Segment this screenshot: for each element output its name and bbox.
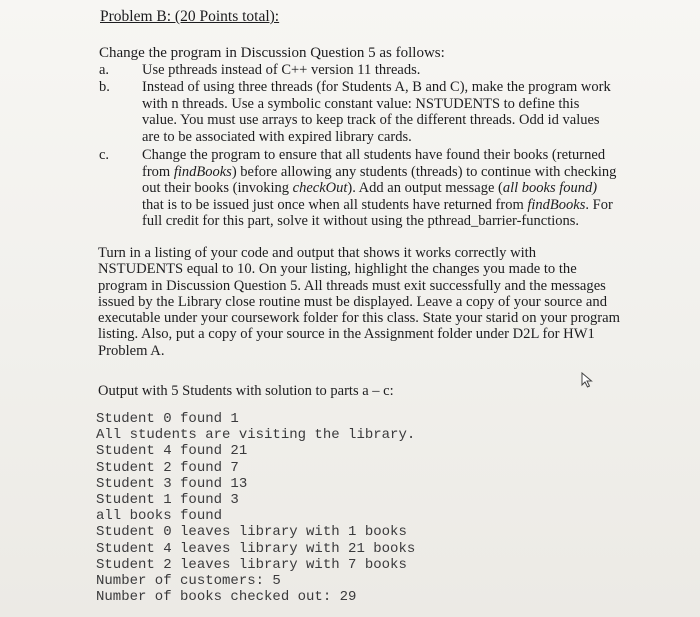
paragraph-line: program in Discussion Question 5. All threads must exit successfully and the messages	[98, 277, 606, 294]
output-line: Student 4 leaves library with 21 books	[96, 540, 416, 557]
function-name: findBooks	[173, 163, 232, 180]
item-line: value. You must use arrays to keep track of the different threads. Odd id values	[142, 112, 600, 129]
output-line: Student 4 found 21	[96, 443, 248, 460]
output-line: Student 2 found 7	[96, 459, 239, 476]
item-line: are to be associated with expired library cards.	[142, 128, 412, 145]
output-line: Student 2 leaves library with 7 books	[96, 556, 407, 573]
mouse-pointer-icon	[581, 372, 593, 388]
text-run: ) before allowing any students (threads) to continue with checking	[231, 163, 617, 180]
text-run: . For	[585, 196, 613, 213]
paragraph-line: executable under your coursework folder for this class. State your starid on your program	[98, 310, 620, 327]
message-text: all books found)	[502, 180, 598, 197]
text-run: ). Add an output message (	[347, 180, 503, 197]
program-output	[96, 411, 415, 605]
item-line	[142, 180, 632, 197]
submission-paragraph	[98, 245, 628, 359]
function-name: checkOut	[292, 180, 348, 197]
output-line: All students are visiting the library.	[96, 427, 416, 444]
paragraph-line: NSTUDENTS equal to 10. On your listing, highlight the changes you made to the	[98, 261, 577, 278]
paragraph-line: issued by the Library close routine must be displayed. Leave a copy of your source and	[98, 293, 608, 310]
problem-heading: Problem B: (20 Points total):	[100, 8, 280, 25]
text-run: from	[142, 163, 174, 180]
item-line: with n threads. Use a symbolic constant value: NSTUDENTS to define this	[142, 95, 580, 112]
item-letter: a.	[99, 62, 110, 78]
paragraph-line: Turn in a listing of your code and output that shows it works correctly with	[98, 245, 537, 261]
intro-text: Change the program in Discussion Question 5 as follows:	[99, 45, 445, 61]
output-line: Number of books checked out: 29	[96, 589, 357, 606]
item-line: Change the program to ensure that all students have found their books (returned	[142, 147, 606, 163]
item-line: Use pthreads instead of C++ version 11 threads.	[142, 62, 421, 78]
output-line: Student 1 found 3	[96, 492, 239, 509]
output-line: Number of customers: 5	[96, 573, 281, 590]
text-run: out their books (invoking	[142, 180, 293, 197]
item-line	[142, 164, 632, 181]
output-line: Student 0 leaves library with 1 books	[96, 524, 407, 541]
paragraph-line: listing. Also, put a copy of your source in the Assignment folder under D2L for HW1	[98, 326, 595, 343]
output-line: all books found	[96, 508, 223, 525]
output-line: Student 0 found 1	[96, 411, 239, 427]
item-letter: b.	[99, 79, 110, 95]
text-run: that is to be issued just once when all students have returned from	[142, 196, 528, 213]
paragraph-line: Problem A.	[98, 342, 165, 359]
output-heading: Output with 5 Students with solution to parts a – c:	[98, 383, 394, 399]
item-line: Instead of using three threads (for Students A, B and C), make the program work	[142, 79, 611, 95]
item-line	[142, 197, 632, 214]
item-letter: c.	[99, 147, 110, 163]
function-name: findBooks	[527, 196, 586, 213]
item-line: full credit for this part, solve it without using the pthread_barrier-functions.	[142, 213, 580, 230]
output-line: Student 3 found 13	[96, 475, 248, 492]
